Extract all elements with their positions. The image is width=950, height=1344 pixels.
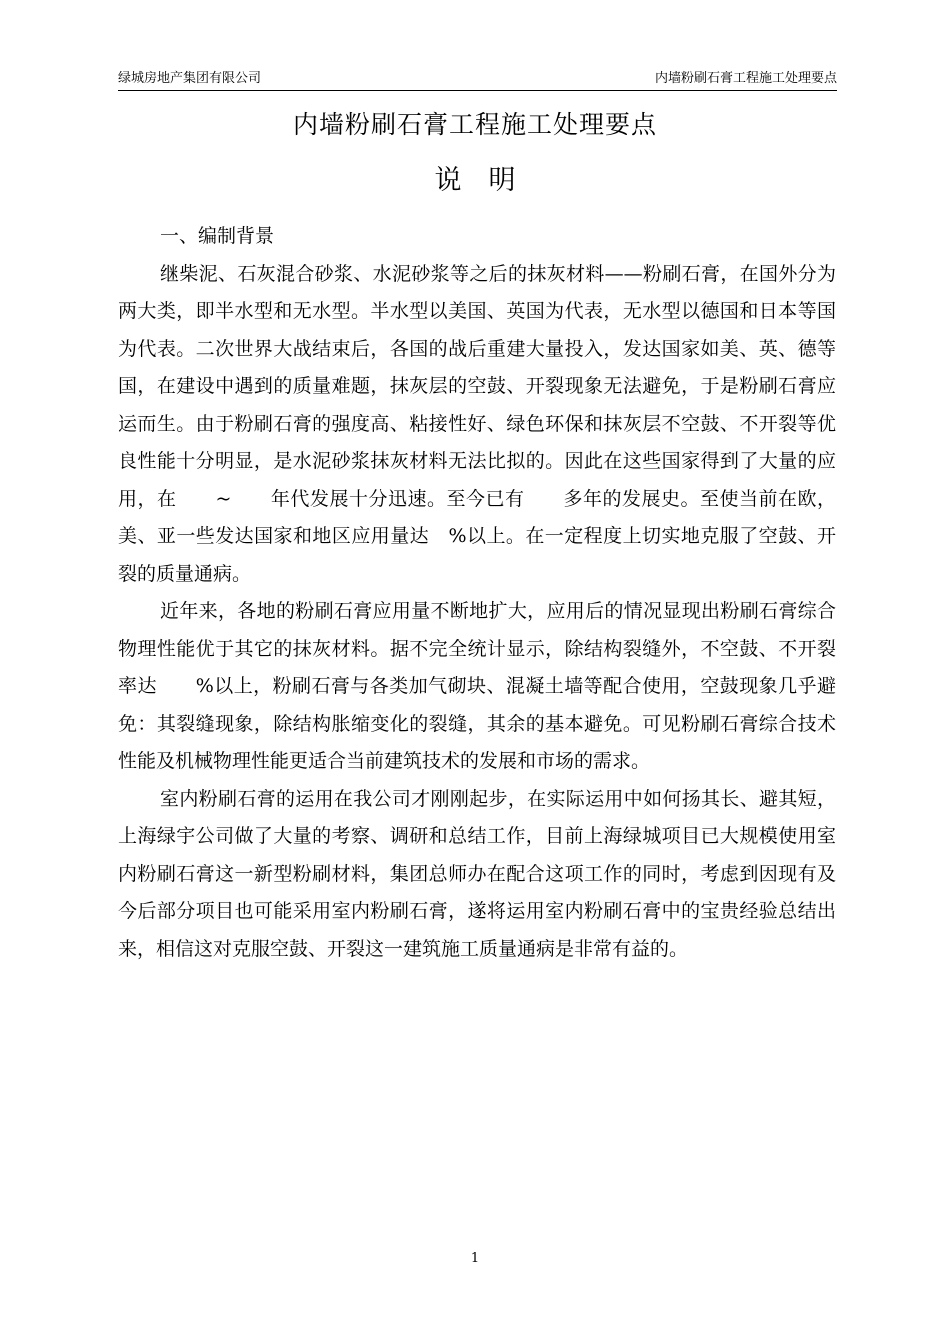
paragraph: 室内粉刷石膏的运用在我公司才刚刚起步，在实际运用中如何扬其长、避其短，上海绿宇公司做了大量的考察、调研和总结工作，目前上海绿城项目已大规模使用室内粉刷石膏这一新型粉刷材料，集团总师办在配合这项工作的同时，考虑到因现有及今后部分项目也可能采用室内粉刷石膏，遂将运用室内粉刷石膏中的宝贵经验总结出来，相信这对克服空鼓、开裂这一建筑施工质量通病是非常有益的。 <box>118 787 836 960</box>
document-subtitle: 说 明 <box>434 165 516 196</box>
document-body <box>118 218 836 968</box>
page-number: 1 <box>470 1251 480 1266</box>
page-header <box>118 70 837 91</box>
paragraph: 继柴泥、石灰混合砂浆、水泥砂浆等之后的抹灰材料——粉刷石膏，在国外分为两大类，即半水型和无水型。半水型以美国、英国为代表，无水型以德国和日本等国为代表。二次世界大战结束后，各国的战后重建大量投入，发达国家如美、英、德等国，在建设中遇到的质量难题，抹灰层的空鼓、开裂现象无法避免，于是粉刷石膏应运而生。由于粉刷石膏的强度高、粘接性好、绿色环保和抹灰层不空鼓、不开裂等优良性能十分明显，是水泥砂浆抹灰材料无法比拟的。因此在这些国家得到了大量的应用，在 ~ 年代发展十分迅速。至今已有 多年的发展史。至使当前在欧，美、亚一些发达国家和地区应用量达 %以上。在一定程度上切实地克服了空鼓、开裂的质量通病。 <box>118 262 836 585</box>
header-document-title: 内墙粉刷石膏工程施工处理要点 <box>654 71 837 86</box>
paragraph: 近年来，各地的粉刷石膏应用量不断地扩大，应用后的情况显现出粉刷石膏综合物理性能优于其它的抹灰材料。据不完全统计显示，除结构裂缝外，不空鼓、不开裂率达 %以上，粉刷石膏与各类加气砌块、混凝土墙等配合使用，空鼓现象几乎避免：其裂缝现象，除结构胀缩变化的裂缝，其余的基本避免。可见粉刷石膏综合技术性能及机械物理性能更适合当前建筑技术的发展和市场的需求。 <box>118 600 836 772</box>
header-company-name: 绿城房地产集团有限公司 <box>118 71 262 86</box>
document-title: 内墙粉刷石膏工程施工处理要点 <box>292 110 657 139</box>
section-heading: 一、编制背景 <box>160 225 275 247</box>
